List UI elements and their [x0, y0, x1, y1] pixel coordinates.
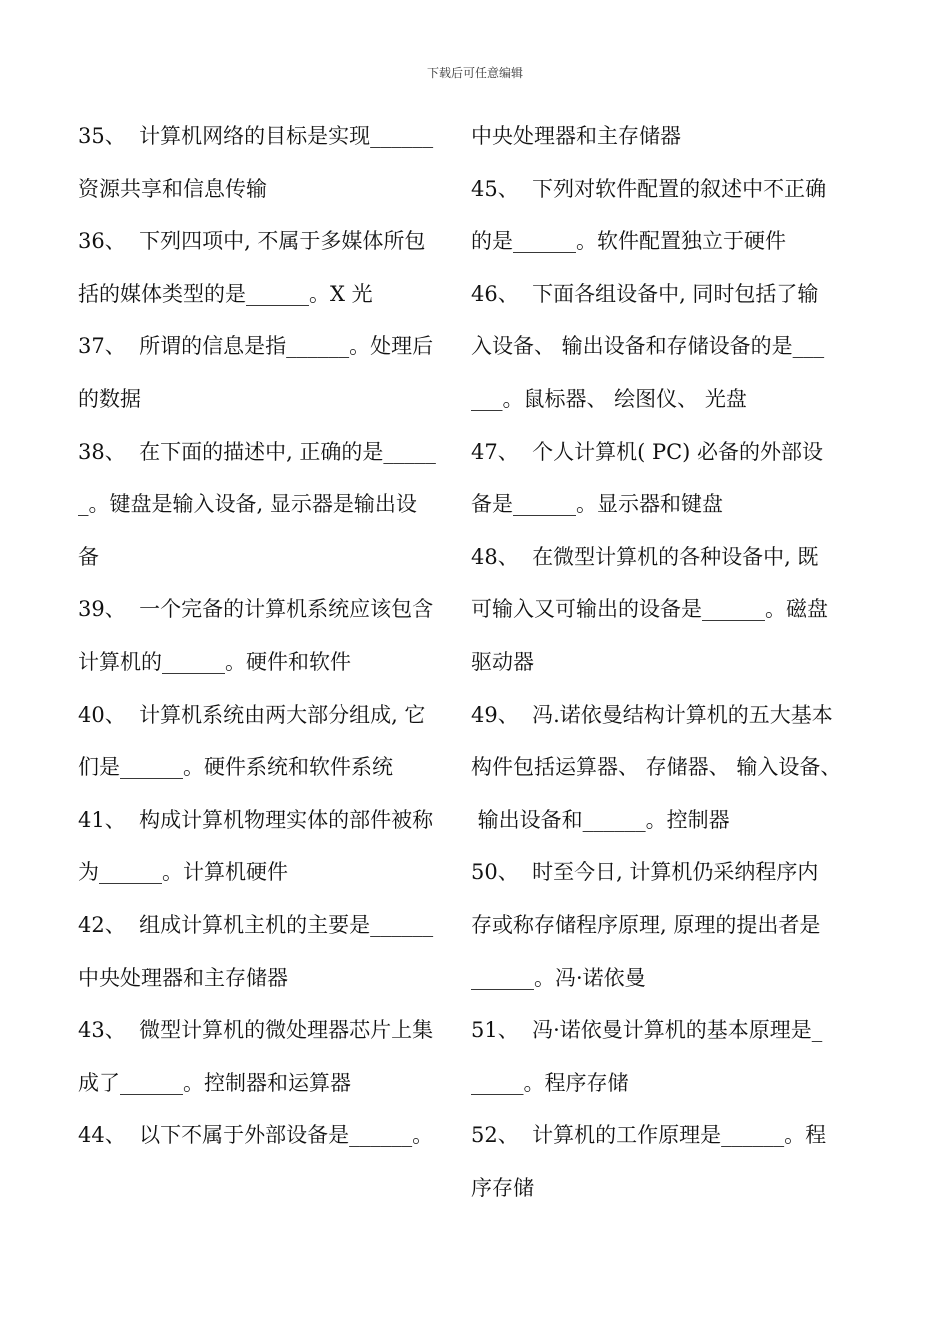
- text-line: 36、 下列四项中, 不属于多媒体所包: [78, 229, 426, 254]
- text-line: 48、 在微型计算机的各种设备中, 既: [471, 544, 819, 569]
- text-line: 资源共享和信息传输: [78, 176, 267, 201]
- text-line: 计算机的______。硬件和软件: [78, 649, 351, 674]
- text-line: 41、 构成计算机物理实体的部件被称: [78, 807, 434, 832]
- text-line: _____。程序存储: [471, 1070, 629, 1095]
- text-line: 存或称存储程序原理, 原理的提出者是: [471, 912, 821, 937]
- text-line: 43、 微型计算机的微处理器芯片上集: [78, 1018, 434, 1043]
- page-header: 下载后可任意编辑: [426, 66, 523, 80]
- text-line: 35、 计算机网络的目标是实现______: [78, 124, 434, 148]
- text-line: 为______。计算机硬件: [78, 860, 288, 885]
- text-line: 成了______。控制器和运算器: [78, 1070, 351, 1095]
- text-line: 38、 在下面的描述中, 正确的是_____: [78, 439, 436, 464]
- text-line: _。键盘是输入设备, 显示器是输出设: [78, 492, 417, 517]
- text-line: ______。冯·诺依曼: [471, 965, 646, 990]
- text-line: 49、 冯.诺依曼结构计算机的五大基本: [471, 702, 833, 727]
- text-line: 构件包括运算器、 存储器、 输入设备、: [471, 755, 842, 780]
- text-line: 备是______。显示器和键盘: [471, 492, 723, 517]
- text-line: 51、 冯·诺依曼计算机的基本原理是_: [471, 1018, 823, 1043]
- left-column: [78, 110, 470, 1162]
- text-line: 37、 所谓的信息是指______。处理后: [78, 334, 434, 359]
- text-line: 47、 个人计算机( PC) 必备的外部设: [471, 439, 824, 464]
- text-line: 可输入又可输出的设备是______。磁盘: [471, 597, 828, 622]
- text-line: 40、 计算机系统由两大部分组成, 它: [78, 702, 426, 727]
- text-line: 括的媒体类型的是______。X 光: [78, 281, 373, 306]
- text-line: 中央处理器和主存储器: [471, 124, 681, 148]
- text-line: 们是______。硬件系统和软件系统: [78, 755, 393, 780]
- text-line: 42、 组成计算机主机的主要是______: [78, 912, 434, 937]
- text-line: 驱动器: [471, 649, 534, 674]
- text-line: 的数据: [78, 386, 141, 411]
- text-line: 39、 一个完备的计算机系统应该包含: [78, 597, 434, 622]
- text-line: 52、 计算机的工作原理是______。程: [471, 1123, 827, 1148]
- text-line: 入设备、 输出设备和存储设备的是___: [471, 334, 825, 359]
- text-line: 输出设备和______。控制器: [471, 807, 730, 832]
- text-line: 序存储: [471, 1175, 534, 1200]
- text-line: 备: [78, 544, 99, 569]
- text-line: 的是______。软件配置独立于硬件: [471, 229, 786, 254]
- text-line: 中央处理器和主存储器: [78, 965, 288, 990]
- text-line: 45、 下列对软件配置的叙述中不正确: [471, 176, 827, 201]
- right-column: [471, 110, 881, 1214]
- text-line: 44、 以下不属于外部设备是______。: [78, 1123, 434, 1148]
- text-line: 46、 下面各组设备中, 同时包括了输: [471, 281, 819, 306]
- text-line: 50、 时至今日, 计算机仍采纳程序内: [471, 860, 819, 885]
- text-line: ___。鼠标器、 绘图仪、 光盘: [471, 386, 747, 411]
